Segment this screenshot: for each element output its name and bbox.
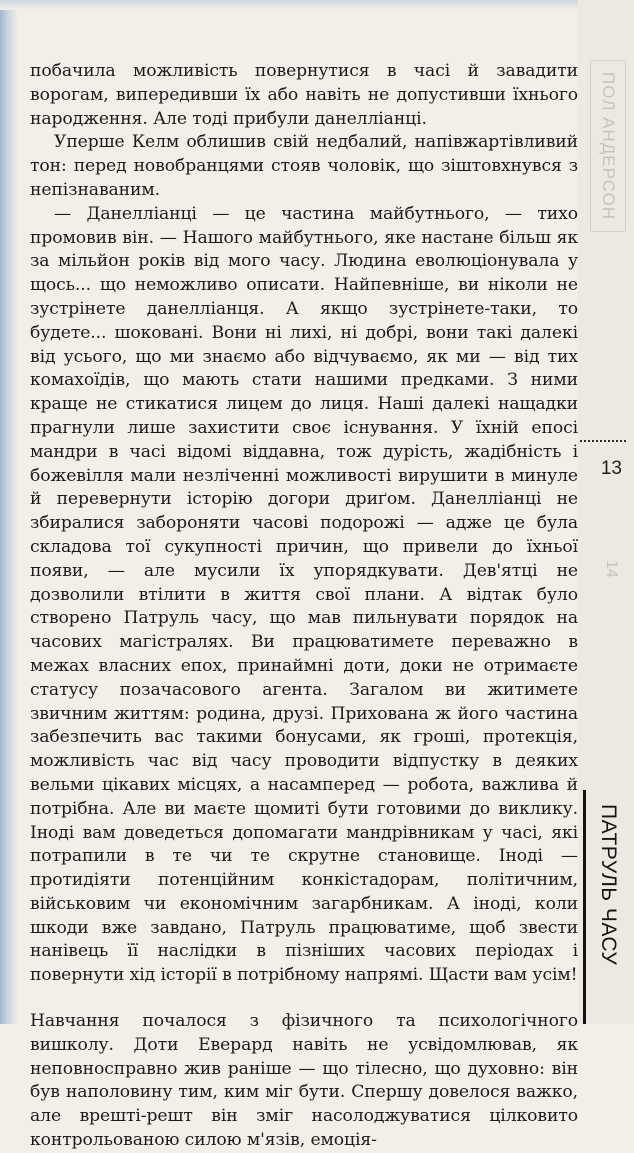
page-number-leader: [580, 440, 626, 443]
body-text: [30, 60, 578, 1153]
running-title-tab: [583, 790, 630, 1024]
paragraph-4: Навчання почалося з фізичного та психологічного вишколу. Доти Еверард навіть не усвідомлював, як неповносправно жив раніше — що тілесно, що духовно: він був наполовину тим, ким міг бути. Спершу довелося важко, але врешті-решт він зміг насолоджуватися цілковито контрольованою силою м'язів, емоція-: [30, 1011, 578, 1151]
page-number: 13: [600, 458, 622, 479]
paragraph-3: — Данелліанці — це частина майбутнього, — тихо промовив він. — Нашого майбутнього, яке настане більш як за мільйон років від мого часу. Людина еволюціонувала у щось... що неможливо описати. Найпевніше, ви ніколи не зустрінете данелліанця. А якщо зустрінете-таки, то будете... шоковані. Вони ні лихі, ні добрі, вони такі далекі від усього, що ми знаємо або відчуваємо, як ми — від тих комахоїдів, що мають стати нашими предками. З ними краще не стикатися лицем до лиця. Наші далекі нащадки прагнули лише захистити своє існування. У їхній епосі мандри в часі відомі віддавна, тож дурість, жадібність і божевілля мали незліченні можливості вирушити в минуле й перевернути історію догори дриґом. Данелліанці не збиралися забороняти часові подорожі — адже це була складова тої сукупності причин, що привели до їхньої появи, — але мусили їх упорядкувати. Дев'ятці не дозволили втілити в життя свої плани. А відтак було створено Патруль часу, що мав пильнувати порядок на часових магістралях. Ви працюватимете переважно в межах власних епох, принаймні доти, доки не отримаєте статусу позачасового агента. Загалом ви житимете звичним життям: родина, друзі. Прихована ж його частина забезпечить вас такими бонусами, як гроші, протекція, можливість час від часу проводити відпустку в деяких вельми цікавих місцях, а насамперед — робота, важлива й потрібна. Але ви маєте щомиті бути готовими до виклику. Іноді вам доведеться допомагати мандрівникам у часі, які потрапили в те чи те скрутне становище. Іноді — протидіяти потенційним конкістадорам, політичним, військовим чи економічним загарбникам. А іноді, коли шкоди вже завдано, Патруль працюватиме, щоб звести нанівець її наслідки в пізніших часових періодах і повернути хід історії в потрібному напрямі. Щасти вам усім!: [30, 203, 578, 986]
running-title: ПАТРУЛЬ ЧАСУ: [597, 804, 620, 966]
paragraph-1: побачила можливість повернутися в часі й завадити ворогам, випередивши їх або навіть не допустивши їхнього народження. Але тоді прибули данелліанці.: [30, 61, 578, 129]
ghost-running-title: ПОЛ АНДЕРСОН: [599, 71, 618, 221]
page-edge: [0, 0, 18, 1024]
ghost-page-number: 14: [603, 560, 620, 578]
page-top-edge: [0, 0, 634, 10]
paragraph-2: Уперше Келм облишив свій недбалий, напівжартівливий тон: перед новобранцями стояв чоловік, що зіштовхнувся з непізнаваним.: [30, 132, 578, 200]
ghost-running-title-tab: [590, 60, 626, 232]
